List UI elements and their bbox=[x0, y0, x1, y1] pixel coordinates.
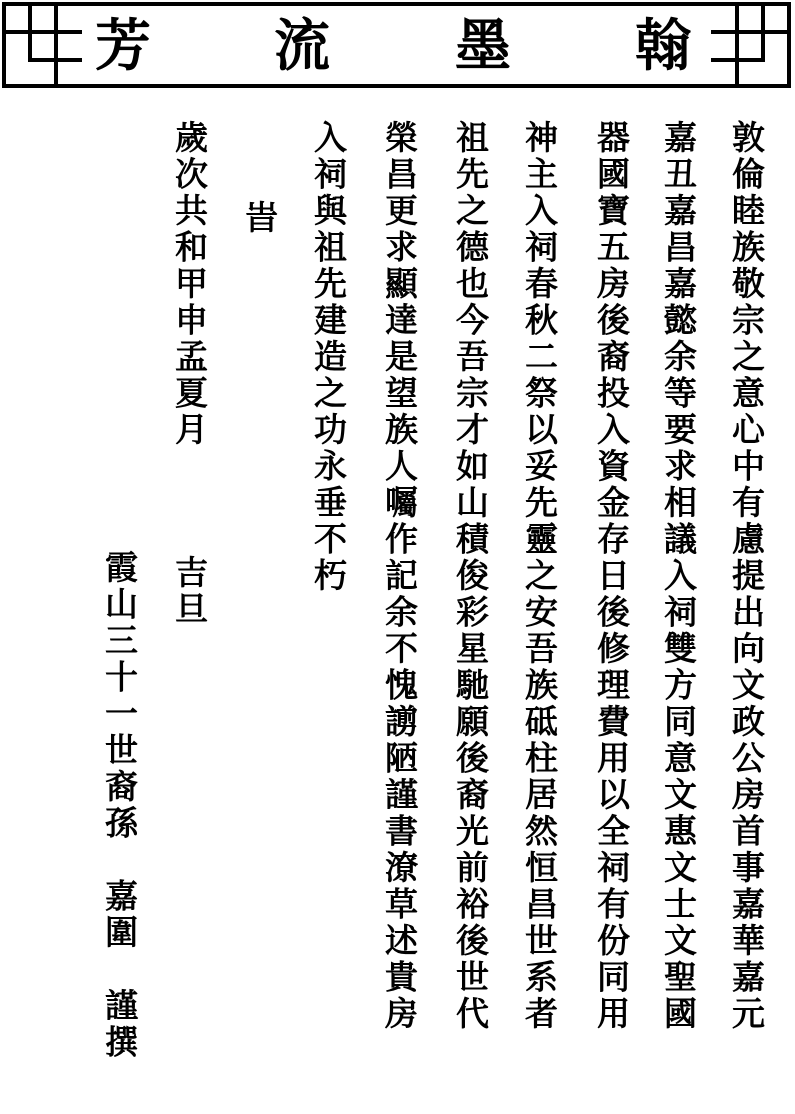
date-prefix: 旹 bbox=[240, 200, 279, 237]
text-column-7: 入祠與祖先建造之功永垂不朽 bbox=[309, 120, 348, 595]
banner-title-char-2: 流 bbox=[274, 13, 330, 79]
text-column-1: 敦倫睦族敬宗之意心中有慮提出向文政公房首事嘉華嘉元 bbox=[727, 120, 766, 1033]
auspicious-day: 吉旦 bbox=[170, 555, 209, 628]
fret-ornament-right-icon bbox=[711, 4, 789, 86]
text-column-3: 器國寶五房後裔投入資金存日後修理費用以全祠有份同用 bbox=[592, 120, 631, 1033]
fret-ornament-left-icon bbox=[4, 4, 82, 86]
text-column-2: 嘉丑嘉昌嘉懿余等要求相議入祠雙方同意文惠文士文聖國 bbox=[659, 120, 698, 1033]
banner-title-char-1: 芳 bbox=[95, 13, 151, 79]
text-column-4: 神主入祠春秋二祭以妥先靈之安吾族砥柱居然恒昌世系者 bbox=[520, 120, 559, 1033]
text-column-6: 榮昌更求顯達是望族人囑作記余不愧謭陋謹書潦草述貴房 bbox=[380, 120, 419, 1033]
banner-title-char-4: 翰 bbox=[635, 13, 691, 79]
header-banner bbox=[2, 2, 791, 88]
text-column-5: 祖先之德也今吾宗才如山積俊彩星馳願後裔光前裕後世代 bbox=[451, 120, 490, 1033]
banner-title-char-3: 墨 bbox=[455, 13, 511, 79]
author-signature-line: 霞山三十一世裔孫 嘉圍 謹撰 bbox=[100, 550, 139, 1061]
date-line: 歲次共和甲申孟夏月 bbox=[170, 120, 209, 449]
